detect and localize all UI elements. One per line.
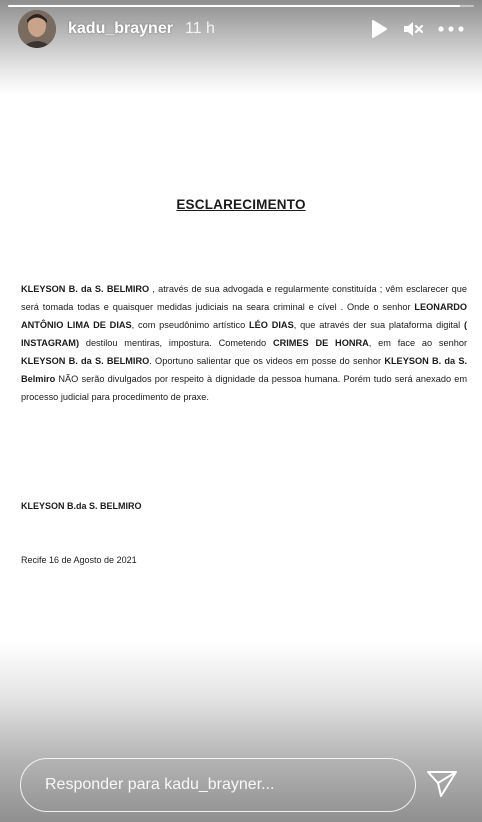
document-signature: KLEYSON B.da S. BELMIRO — [21, 501, 142, 511]
reply-placeholder: Responder para kadu_brayner... — [45, 776, 275, 793]
paragraph-text-segment: NÃO serão divulgados por respeito à dignidade da pessoa humana. Porém tudo será anexado em processo judicial para procedimento de praxe. — [21, 374, 467, 402]
more-options-icon[interactable] — [438, 25, 464, 33]
story-progress-bar — [8, 5, 474, 7]
paragraph-bold-segment: KLEYSON B. da S. BELMIRO — [21, 356, 150, 366]
play-icon[interactable] — [370, 19, 388, 39]
send-icon — [426, 769, 458, 799]
story-header — [18, 10, 464, 48]
paragraph-text-segment: , em face ao senhor — [368, 338, 467, 348]
paragraph-bold-segment: LÉO DIAS — [249, 320, 294, 330]
paragraph-text-segment: , que através der sua plataforma digital — [293, 320, 464, 330]
mute-icon[interactable] — [402, 19, 424, 39]
paragraph-text-segment: . Oportuno salientar que os videos em posse do senhor — [149, 356, 385, 366]
paragraph-bold-segment: KLEYSON B. da S. Belmiro — [21, 356, 467, 384]
story-progress-fill — [8, 5, 460, 7]
story-controls — [370, 19, 464, 39]
paragraph-bold-segment: KLEYSON B. da S. BELMIRO — [21, 284, 150, 294]
story-document-image — [0, 95, 482, 655]
paragraph-text-segment: , através de sua advogada e regularmente constituída ; vêm esclarecer que será tomada todas e quaisquer medidas judiciais na seara criminal e cível . Onde o senhor — [21, 284, 467, 312]
send-button[interactable] — [424, 766, 460, 802]
paragraph-bold-segment: LEONARDO ANTÔNIO LIMA DE DIAS — [21, 302, 467, 330]
avatar[interactable] — [18, 10, 56, 48]
document-paragraph — [21, 280, 467, 406]
reply-input[interactable] — [20, 758, 416, 812]
document-title: ESCLARECIMENTO — [176, 197, 306, 212]
post-time: 11 h — [184, 20, 215, 37]
document-date: Recife 16 de Agosto de 2021 — [21, 555, 137, 565]
paragraph-bold-segment: CRIMES DE HONRA — [272, 338, 369, 348]
username[interactable]: kadu_brayner — [68, 20, 173, 37]
paragraph-bold-segment: ( INSTAGRAM) — [21, 320, 467, 348]
avatar-photo — [18, 10, 56, 48]
paragraph-text-segment: destilou mentiras, impostura. Cometendo — [79, 338, 273, 348]
paragraph-text-segment: , com pseudônimo artístico — [131, 320, 250, 330]
